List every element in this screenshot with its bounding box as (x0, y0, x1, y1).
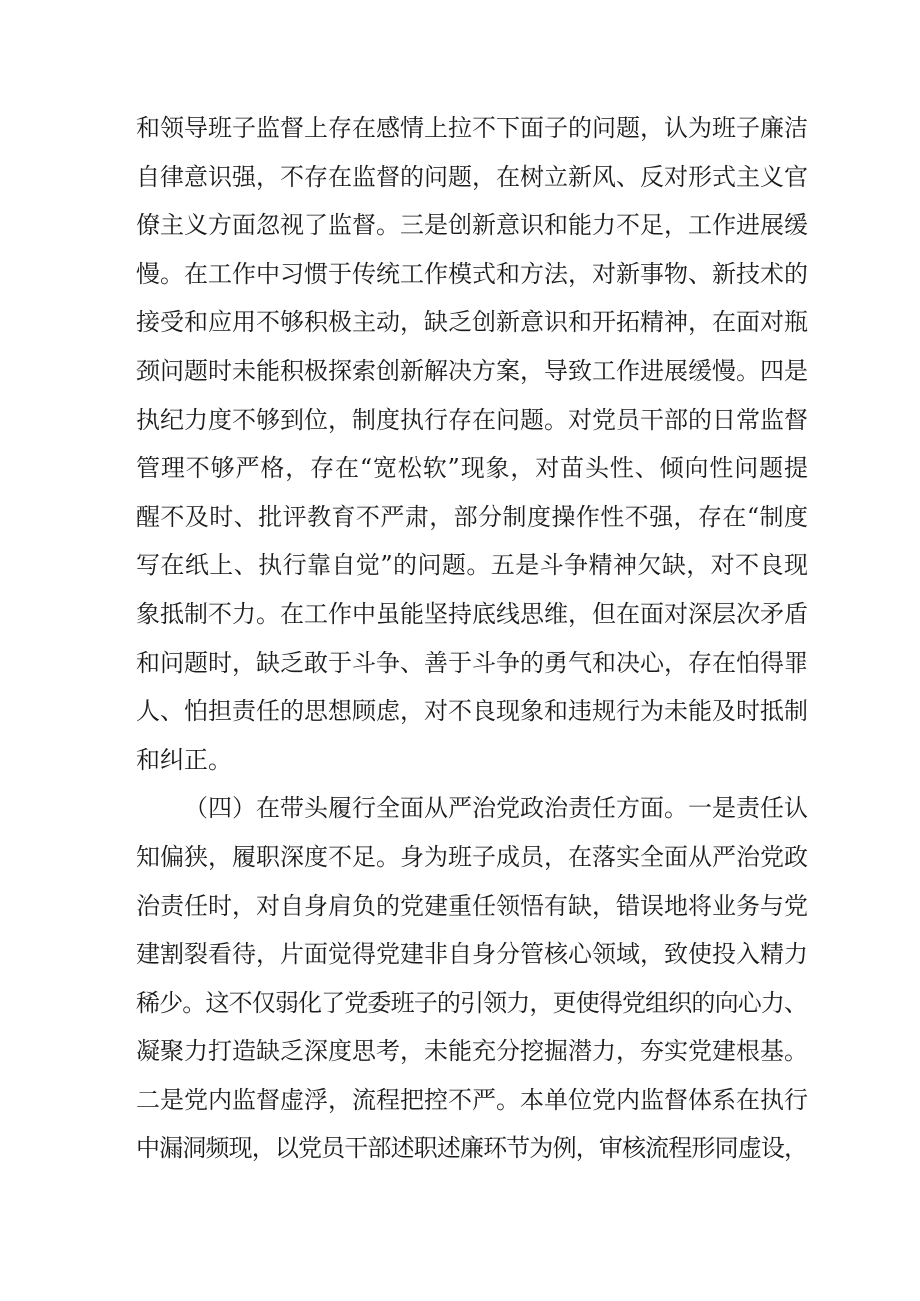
text-line: 中漏洞频现，以党员干部述职述廉环节为例，审核流程形同虚设， (136, 1134, 808, 1163)
text-line: （四）在带头履行全面从严治党政治责任方面。一是责任认 (184, 794, 808, 823)
text-line: 和领导班子监督上存在感情上拉不下面子的问题，认为班子廉洁 (136, 114, 808, 142)
text-line: 知偏狭，履职深度不足。身为班子成员，在落实全面从严治党政 (136, 842, 808, 871)
text-line: 颈问题时未能积极探索创新解决方案，导致工作进展缓慢。四是 (136, 356, 808, 385)
text-line: 慢。在工作中习惯于传统工作模式和方法，对新事物、新技术的 (136, 259, 808, 288)
text-line: 自律意识强，不存在监督的问题，在树立新风、反对形式主义官 (136, 162, 808, 191)
text-line: 人、怕担责任的思想顾虑，对不良现象和违规行为未能及时抵制 (136, 697, 808, 726)
text-line: 管理不够严格，存在“宽松软”现象，对苗头性、倾向性问题提 (136, 454, 809, 483)
text-line: 稀少。这不仅弱化了党委班子的引领力，更使得党组织的向心力、 (136, 988, 808, 1017)
document-body (136, 104, 808, 1173)
text-line: 和纠正。 (136, 745, 232, 774)
text-line: 治责任时，对自身肩负的党建重任领悟有缺，错误地将业务与党 (136, 891, 808, 920)
text-line: 二是党内监督虚浮，流程把控不严。本单位党内监督体系在执行 (136, 1085, 808, 1114)
text-line: 和问题时，缺乏敢于斗争、善于斗争的勇气和决心，存在怕得罪 (136, 648, 808, 677)
paragraph-2 (136, 784, 808, 1173)
text-line: 接受和应用不够积极主动，缺乏创新意识和开拓精神，在面对瓶 (136, 308, 808, 337)
text-line: 醒不及时、批评教育不严肃，部分制度操作性不强，存在“制度 (136, 502, 809, 531)
text-line: 执纪力度不够到位，制度执行存在问题。对党员干部的日常监督 (136, 405, 808, 434)
text-line: 僚主义方面忽视了监督。三是创新意识和能力不足，工作进展缓 (136, 211, 808, 240)
text-line: 象抵制不力。在工作中虽能坚持底线思维，但在面对深层次矛盾 (136, 599, 808, 628)
text-line: 凝聚力打造缺乏深度思考，未能充分挖掘潜力，夯实党建根基。 (136, 1037, 808, 1066)
text-line: 写在纸上、执行靠自觉”的问题。五是斗争精神欠缺，对不良现 (136, 551, 809, 580)
text-line: 建割裂看待，片面觉得党建非自身分管核心领域，致使投入精力 (136, 940, 808, 969)
paragraph-1 (136, 104, 808, 784)
